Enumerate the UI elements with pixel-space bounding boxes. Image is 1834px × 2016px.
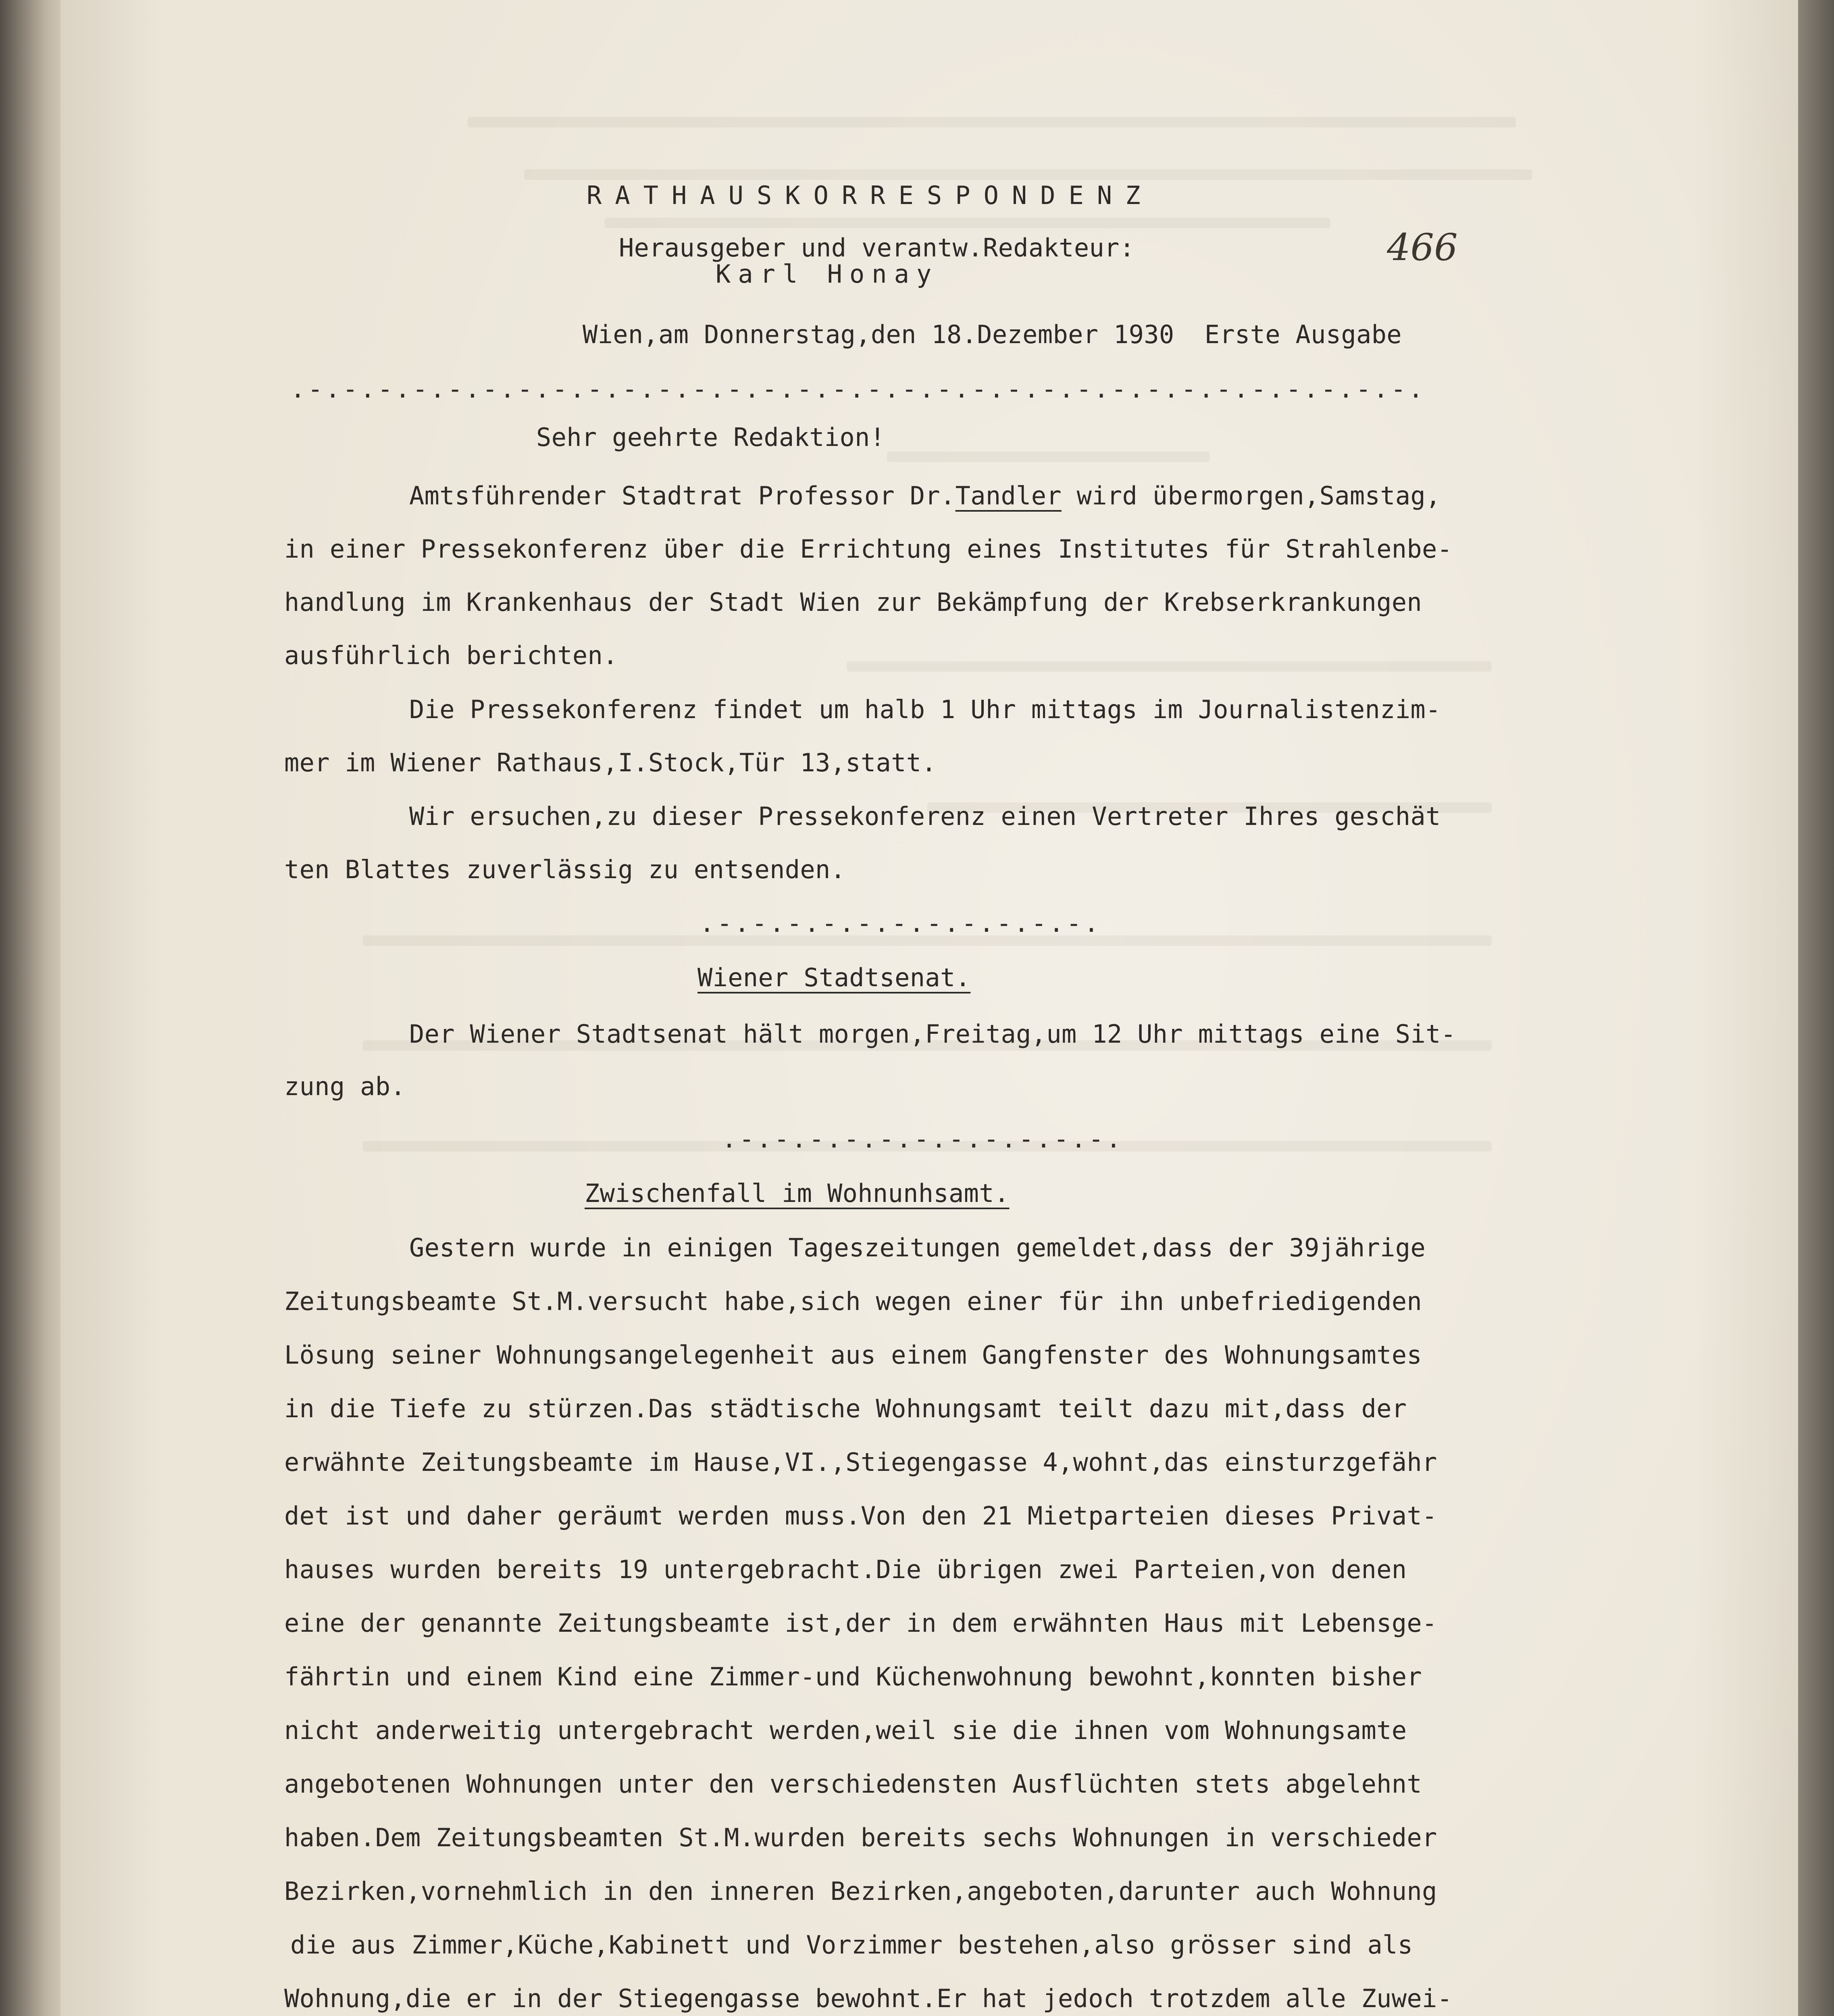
binding-edge <box>0 0 60 2016</box>
section-heading: Zwischenfall im Wohnunhsamt. <box>585 1179 1010 1208</box>
editor-name: Karl Honay <box>716 259 939 289</box>
paragraph-line: Die Pressekonferenz findet um halb 1 Uhr mittags im Journalistenzim- <box>409 695 1441 724</box>
paragraph-line: eine der genannte Zeitungsbeamte ist,der in dem erwähnten Haus mit Lebensge- <box>284 1608 1437 1638</box>
handwritten-folio: 466 <box>1387 226 1458 269</box>
document-page <box>60 0 1798 2016</box>
paragraph-line: ausführlich berichten. <box>284 641 618 670</box>
salutation: Sehr geehrte Redaktion! <box>536 423 885 452</box>
paragraph-line: in die Tiefe zu stürzen.Das städtische Wohnungsamt teilt dazu mit,dass der <box>284 1394 1407 1423</box>
bleed-through-text <box>605 218 1330 228</box>
paragraph-line: Gestern wurde in einigen Tageszeitungen gemeldet,dass der 39jährige <box>409 1233 1426 1262</box>
bleed-through-text <box>468 117 1516 127</box>
paragraph-line: angebotenen Wohnungen unter den verschiedensten Ausflüchten stets abgelehnt <box>284 1769 1422 1799</box>
paragraph-line: det ist und daher geräumt werden muss.Von den 21 Mietparteien dieses Privat- <box>284 1501 1437 1531</box>
header-title: RATHAUSKORRESPONDENZ <box>587 181 1154 210</box>
paragraph-line: zung ab. <box>284 1072 406 1101</box>
paragraph-line: die aus Zimmer,Küche,Kabinett und Vorzimmer bestehen,also grösser sind als <box>290 1930 1413 1960</box>
paragraph-line: mer im Wiener Rathaus,I.Stock,Tür 13,statt. <box>284 748 937 777</box>
section-divider: .-.-.-.-.-.-.-.-.-.-.-. <box>699 908 1101 938</box>
publisher-line: Herausgeber und verantw.Redakteur: <box>619 233 1135 262</box>
bleed-through-text <box>887 452 1209 462</box>
header-separator: .-.-.-.-.-.-.-.-.-.-.-.-.-.-.-.-.-.-.-.-.-.-.-.-.-.-.-.-.-.-.-.-. <box>290 374 1426 404</box>
paragraph-line: haben.Dem Zeitungsbeamten St.M.wurden bereits sechs Wohnungen in verschieder <box>284 1823 1437 1852</box>
section-divider: .-.-.-.-.-.-.-.-.-.-.-. <box>722 1124 1124 1154</box>
paragraph-line: in einer Pressekonferenz über die Errichtung eines Institutes für Strahlenbe- <box>284 534 1453 564</box>
paragraph-line: Wohnung,die er in der Stiegengasse bewohnt.Er hat jedoch trotzdem alle Zuwei- <box>284 1984 1453 2013</box>
section-heading: Wiener Stadtsenat. <box>697 963 971 992</box>
paragraph-line: Der Wiener Stadtsenat hält morgen,Freitag,um 12 Uhr mittags eine Sit- <box>409 1019 1456 1049</box>
bleed-through-text <box>847 661 1492 672</box>
paragraph-text: Amtsführender Stadtrat Professor Dr. <box>409 481 956 510</box>
paragraph-line: ten Blattes zuverlässig zu entsenden. <box>284 855 846 884</box>
paragraph-line: Wir ersuchen,zu dieser Pressekonferenz einen Vertreter Ihres geschät <box>409 802 1441 831</box>
paragraph-line: Lösung seiner Wohnungsangelegenheit aus einem Gangfenster des Wohnungsamtes <box>284 1340 1422 1370</box>
paragraph-line: handlung im Krankenhaus der Stadt Wien zur Bekämpfung der Krebserkrankungen <box>284 587 1422 617</box>
paragraph-line: fährtin und einem Kind eine Zimmer-und Küchenwohnung bewohnt,konnten bisher <box>284 1662 1422 1691</box>
paragraph-line: nicht anderweitig untergebracht werden,weil sie die ihnen vom Wohnungsamte <box>284 1716 1407 1745</box>
paragraph-line: hauses wurden bereits 19 untergebracht.Die übrigen zwei Parteien,von denen <box>284 1555 1407 1584</box>
underlined-name: Tandler <box>955 481 1062 510</box>
dateline: Wien,am Donnerstag,den 18.Dezember 1930 Erste Ausgabe <box>583 320 1402 349</box>
bleed-through-text <box>524 169 1532 180</box>
paragraph-line: erwähnte Zeitungsbeamte im Hause,VI.,Stiegengasse 4,wohnt,das einsturzgefähr <box>284 1447 1437 1477</box>
paragraph-text: wird übermorgen,Samstag, <box>1061 481 1441 510</box>
paragraph-line: Bezirken,vornehmlich in den inneren Bezirken,angeboten,darunter auch Wohnung <box>284 1876 1437 1906</box>
paragraph-line <box>409 480 1441 512</box>
page-edge-right <box>1798 0 1834 2016</box>
paragraph-line: Zeitungsbeamte St.M.versucht habe,sich wegen einer für ihn unbefriedigenden <box>284 1287 1422 1316</box>
